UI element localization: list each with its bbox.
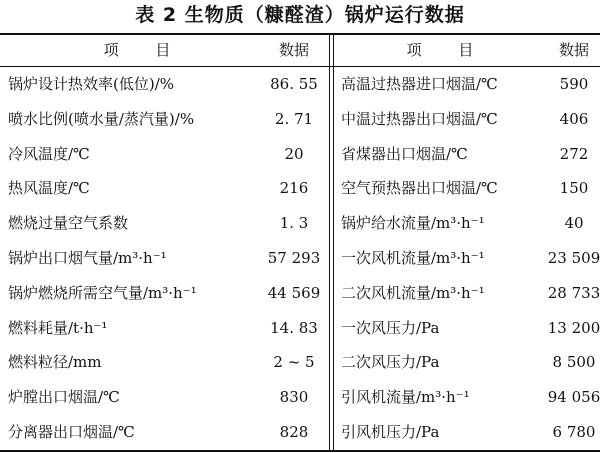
left-item-header: 项 目 bbox=[103, 41, 187, 59]
right-item-header: 项 目 bbox=[406, 41, 490, 59]
row-label: 燃料粒径/mm bbox=[8, 353, 102, 372]
row-value: 6 780 bbox=[552, 423, 596, 441]
row-value: 57 293 bbox=[267, 249, 321, 267]
row-value: 44 569 bbox=[267, 283, 321, 302]
row-value: 23 509 bbox=[547, 249, 600, 267]
row-label: 一次风机流量/m³·h⁻¹ bbox=[341, 249, 485, 267]
row-label: 引风机流量/m³·h⁻¹ bbox=[341, 388, 470, 407]
row-label: 锅炉燃烧所需空气量/m³·h⁻¹ bbox=[8, 283, 197, 302]
left-value-header: 数据 bbox=[278, 41, 309, 59]
row-value: 20 bbox=[284, 144, 304, 163]
row-value: 86. 55 bbox=[270, 75, 318, 93]
row-label: 中温过热器出口烟温/℃ bbox=[341, 109, 498, 128]
row-label: 省煤器出口烟温/℃ bbox=[341, 144, 468, 163]
row-label: 燃烧过量空气系数 bbox=[8, 214, 129, 233]
row-label: 分离器出口烟温/℃ bbox=[8, 423, 135, 441]
row-label: 二次风机流量/m³·h⁻¹ bbox=[341, 283, 485, 302]
row-value: 1. 3 bbox=[279, 214, 309, 233]
right-value-header: 数据 bbox=[558, 41, 589, 59]
row-value: 13 200 bbox=[547, 318, 600, 337]
row-label: 喷水比例(喷水量/蒸汽量)/% bbox=[8, 109, 195, 128]
row-value: 94 056 bbox=[547, 388, 600, 407]
table-title: 表 2 生物质（糠醛渣）锅炉运行数据 bbox=[135, 4, 465, 26]
row-value: 272 bbox=[559, 144, 589, 163]
row-value: 2 ~ 5 bbox=[273, 353, 315, 372]
row-label: 一次风压力/Pa bbox=[341, 318, 440, 337]
row-label: 燃料耗量/t·h⁻¹ bbox=[8, 318, 108, 337]
row-value: 830 bbox=[279, 388, 309, 407]
row-value: 2. 71 bbox=[274, 109, 314, 128]
row-value: 28 733 bbox=[547, 283, 600, 302]
row-value: 828 bbox=[279, 423, 309, 441]
row-label: 热风温度/℃ bbox=[8, 179, 90, 198]
row-label: 高温过热器进口烟温/℃ bbox=[341, 75, 498, 93]
row-label: 冷风温度/℃ bbox=[8, 144, 90, 163]
row-value: 40 bbox=[564, 214, 584, 233]
row-value: 14. 83 bbox=[270, 318, 318, 337]
column-divider bbox=[333, 35, 334, 450]
row-value: 216 bbox=[279, 179, 309, 198]
row-label: 锅炉设计热效率(低位)/% bbox=[8, 75, 175, 93]
row-label: 引风机压力/Pa bbox=[341, 423, 440, 441]
row-value: 406 bbox=[559, 109, 589, 128]
row-value: 8 500 bbox=[552, 353, 596, 372]
row-label: 锅炉出口烟气量/m³·h⁻¹ bbox=[8, 249, 167, 267]
bottom-rule bbox=[0, 450, 600, 452]
row-value: 590 bbox=[559, 75, 589, 93]
row-label: 炉膛出口烟温/℃ bbox=[8, 388, 120, 407]
row-label: 锅炉给水流量/m³·h⁻¹ bbox=[341, 214, 485, 233]
row-label: 二次风压力/Pa bbox=[341, 353, 440, 372]
row-value: 150 bbox=[559, 179, 589, 198]
row-label: 空气预热器出口烟温/℃ bbox=[341, 179, 498, 198]
